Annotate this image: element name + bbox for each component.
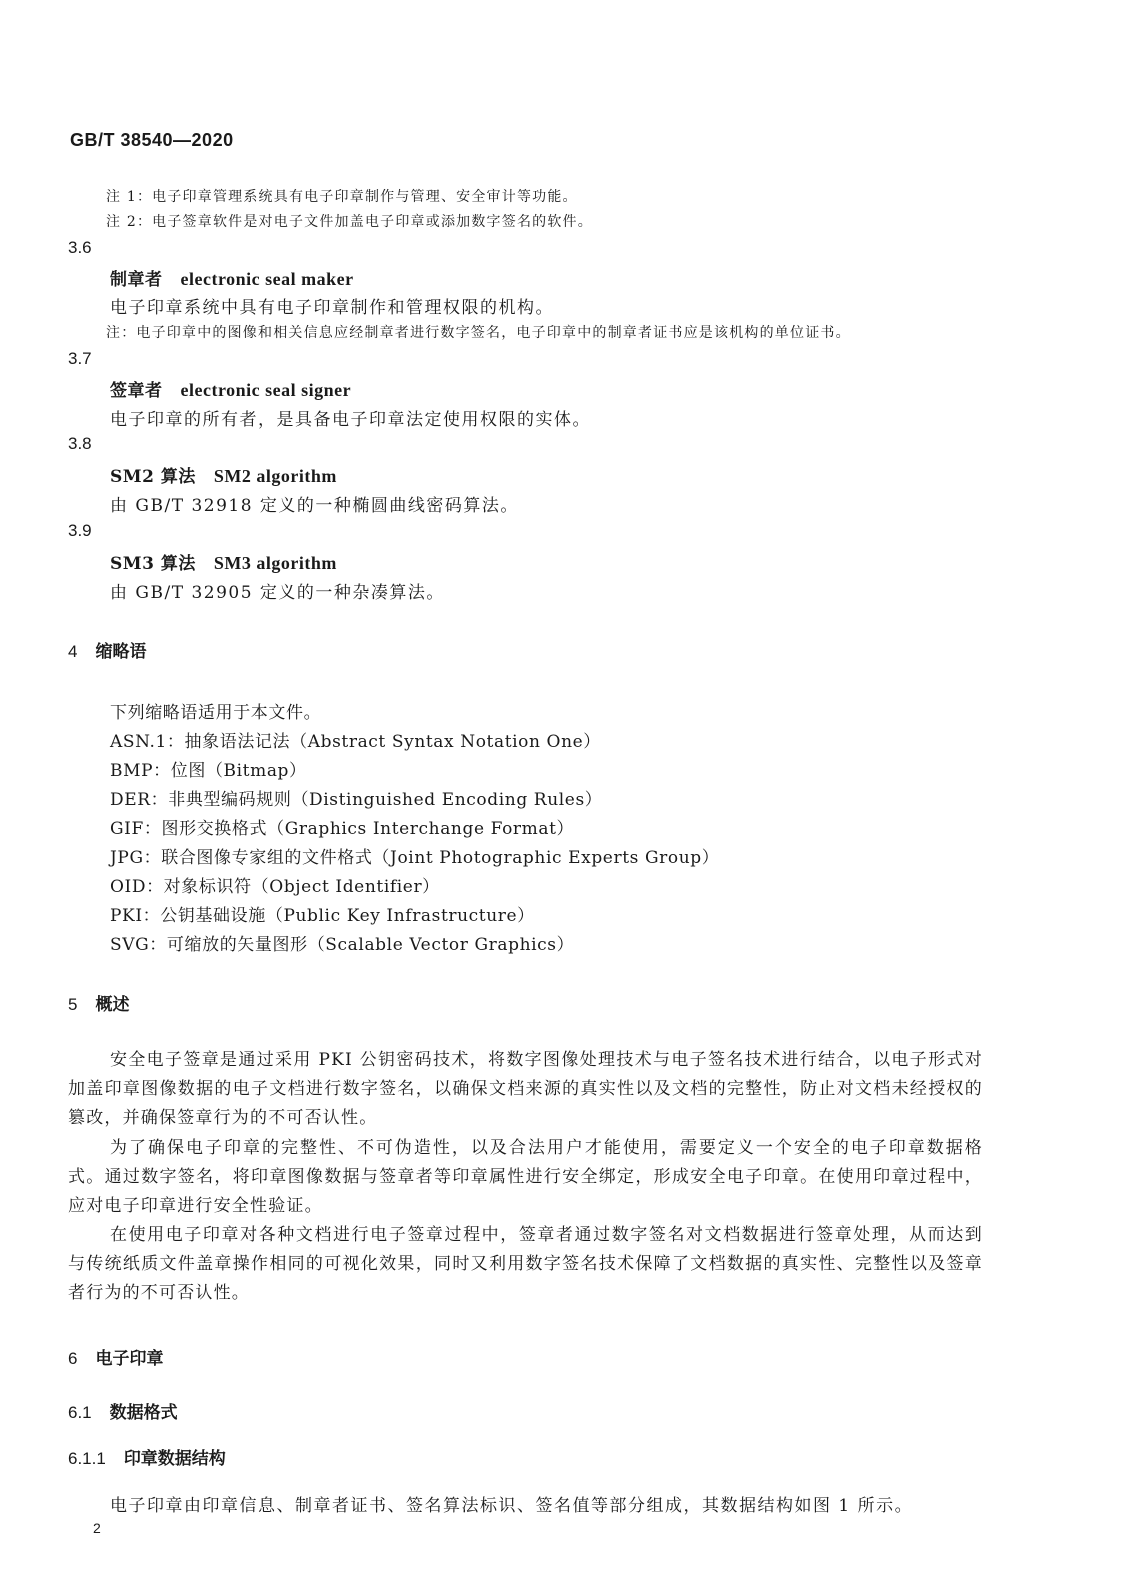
abbreviation-item: GIF：图形交换格式（Graphics Interchange Format） bbox=[110, 819, 575, 839]
section-number: 5 bbox=[68, 995, 78, 1014]
section-title: 印章数据结构 bbox=[123, 1449, 226, 1469]
page-number: 2 bbox=[93, 1520, 101, 1536]
section-heading-6-1 bbox=[68, 1398, 178, 1423]
term-zh: 签章者 bbox=[110, 381, 163, 401]
term-note: 注：电子印章中的图像和相关信息应经制章者进行数字签名，电子印章中的制章者证书应是该机构的单位证书。 bbox=[106, 325, 851, 341]
term-en: SM3 algorithm bbox=[213, 553, 337, 573]
abbreviation-item: SVG：可缩放的矢量图形（Scalable Vector Graphics） bbox=[110, 935, 575, 955]
section-title: 电子印章 bbox=[95, 1349, 164, 1369]
section-intro: 下列缩略语适用于本文件。 bbox=[110, 703, 322, 723]
term-zh: SM2 算法 bbox=[110, 467, 196, 487]
term-definition: 电子印章的所有者，是具备电子印章法定使用权限的实体。 bbox=[110, 410, 591, 430]
term-heading bbox=[110, 462, 337, 487]
term-zh: SM3 算法 bbox=[110, 554, 196, 574]
term-definition: 由 GB/T 32905 定义的一种杂凑算法。 bbox=[110, 583, 445, 603]
abbreviation-item: ASN.1：抽象语法记法（Abstract Syntax Notation One） bbox=[110, 732, 601, 752]
abbreviation-item: PKI：公钥基础设施（Public Key Infrastructure） bbox=[110, 906, 535, 926]
body-paragraph: 为了确保电子印章的完整性、不可伪造性，以及合法用户才能使用，需要定义一个安全的电子印章数据格式。通过数字签名，将印章图像数据与签章者等印章属性进行安全绑定，形成安全电子印章。在使用印章过程中，应对电子印章进行安全性验证。 bbox=[68, 1138, 983, 1216]
term-definition: 电子印章系统中具有电子印章制作和管理权限的机构。 bbox=[110, 298, 554, 318]
term-heading bbox=[110, 376, 351, 401]
section-number: 6.1 bbox=[68, 1403, 92, 1422]
term-zh: 制章者 bbox=[110, 270, 163, 290]
term-en: SM2 algorithm bbox=[213, 466, 337, 486]
section-heading-4 bbox=[68, 637, 146, 662]
term-number: 3.7 bbox=[68, 349, 92, 368]
term-number: 3.6 bbox=[68, 238, 92, 257]
body-paragraph: 安全电子签章是通过采用 PKI 公钥密码技术，将数字图像处理技术与电子签名技术进行结合，以电子形式对加盖印章图像数据的电子文档进行数字签名，以确保文档来源的真实性以及文档的完整性，防止对文档未经授权的篡改，并确保签章行为的不可否认性。 bbox=[68, 1050, 983, 1128]
section-heading-6 bbox=[68, 1344, 163, 1369]
section-heading-6-1-1 bbox=[68, 1444, 226, 1469]
term-en: electronic seal signer bbox=[180, 380, 352, 400]
term-number: 3.8 bbox=[68, 434, 92, 453]
term-heading bbox=[110, 549, 337, 574]
note-1: 注 1：电子印章管理系统具有电子印章制作与管理、安全审计等功能。 bbox=[106, 189, 578, 205]
term-en: electronic seal maker bbox=[180, 269, 354, 289]
section-number: 6.1.1 bbox=[68, 1449, 106, 1468]
section-title: 概述 bbox=[95, 995, 130, 1015]
abbreviation-item: JPG：联合图像专家组的文件格式（Joint Photographic Experts Group） bbox=[110, 848, 720, 868]
body-paragraph: 在使用电子印章对各种文档进行电子签章过程中，签章者通过数字签名对文档数据进行签章处理，从而达到与传统纸质文件盖章操作相同的可视化效果，同时又利用数字签名技术保障了文档数据的真实性、完整性以及签章者行为的不可否认性。 bbox=[68, 1225, 983, 1303]
term-number: 3.9 bbox=[68, 521, 92, 540]
section-title: 缩略语 bbox=[95, 642, 147, 662]
abbreviation-item: DER：非典型编码规则（Distinguished Encoding Rules） bbox=[110, 790, 603, 810]
body-text: 电子印章由印章信息、制章者证书、签名算法标识、签名值等部分组成，其数据结构如图 1 所示。 bbox=[110, 1496, 914, 1516]
section-title: 数据格式 bbox=[109, 1403, 178, 1423]
abbreviation-item: OID：对象标识符（Object Identifier） bbox=[110, 877, 440, 897]
standard-code: GB/T 38540—2020 bbox=[70, 130, 234, 150]
note-2: 注 2：电子签章软件是对电子文件加盖电子印章或添加数字签名的软件。 bbox=[106, 214, 593, 230]
section-number: 6 bbox=[68, 1349, 78, 1368]
term-definition: 由 GB/T 32918 定义的一种椭圆曲线密码算法。 bbox=[110, 496, 519, 516]
term-heading bbox=[110, 265, 354, 290]
section-number: 4 bbox=[68, 642, 78, 661]
abbreviation-item: BMP：位图（Bitmap） bbox=[110, 761, 307, 781]
section-heading-5 bbox=[68, 990, 129, 1015]
